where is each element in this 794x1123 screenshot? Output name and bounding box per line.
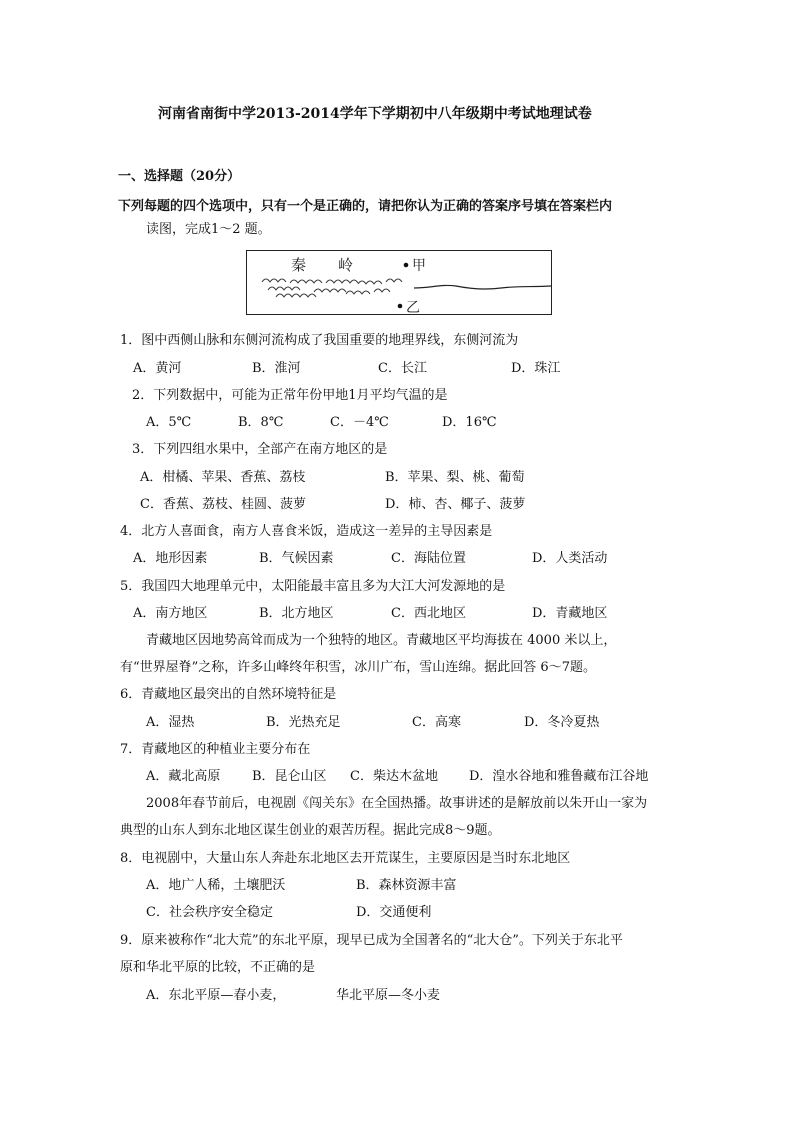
- q6-option-d: D．冬冷夏热: [524, 715, 600, 730]
- q4-option-b: B．气候因素: [259, 551, 334, 566]
- q6-option-a: A．湿热: [146, 715, 195, 730]
- q8-option-d: D．交通便利: [356, 905, 432, 920]
- intro-1-2: 读图，完成1～2 题。: [146, 222, 271, 237]
- q3-option-b: B．苹果、梨、桃、葡萄: [385, 470, 525, 485]
- section-heading: 一、选择题（20分）: [118, 169, 241, 184]
- instruction: 下列每题的四个选项中，只有一个是正确的，请把你认为正确的答案序号填在答案栏内: [118, 199, 613, 214]
- qinling-map-figure: [246, 250, 552, 315]
- river-line: [414, 285, 552, 289]
- mountains-icon: [262, 279, 402, 297]
- q3-option-c: C．香蕉、荔枝、桂圆、菠萝: [140, 497, 306, 512]
- point-yi-dot: [398, 304, 403, 309]
- q1-option-c: C．长江: [378, 361, 427, 376]
- q2-option-b: B．8℃: [238, 415, 284, 430]
- q5-option-c: C．西北地区: [391, 606, 466, 621]
- q7-option-d: D．湟水谷地和雅鲁藏布江谷地: [469, 769, 649, 784]
- map-label-yi: 乙: [406, 300, 420, 315]
- q5-option-a: A．南方地区: [133, 606, 208, 621]
- q8-option-c: C．社会秩序安全稳定: [146, 905, 273, 920]
- q2-option-a: A．5℃: [146, 415, 192, 430]
- q5-option-d: D．青藏地区: [532, 606, 608, 621]
- question-3-stem: 3．下列四组水果中，全部产在南方地区的是: [132, 442, 388, 457]
- q7-option-c: C．柴达木盆地: [350, 769, 438, 784]
- q4-option-a: A．地形因素: [133, 551, 208, 566]
- question-5-stem: 5．我国四大地理单元中，太阳能最丰富且多为大江大河发源地的是: [120, 579, 506, 594]
- map-label-qin: 秦: [291, 256, 307, 274]
- q1-option-d: D．珠江: [511, 361, 561, 376]
- map-label-ling: 岭: [338, 256, 354, 274]
- point-jia-dot: [404, 263, 409, 268]
- question-9-stem-line-1: 9．原来被称作“北大荒”的东北平原，现早已成为全国著名的“北大仓”。下列关于东北平: [120, 933, 623, 948]
- exam-title: 河南省南街中学2013-2014学年下学期初中八年级期中考试地理试卷: [158, 106, 592, 122]
- question-1-stem: 1．图中西侧山脉和东侧河流构成了我国重要的地理界线，东侧河流为: [120, 333, 519, 348]
- q9-option-a-part-1: A．东北平原—春小麦，: [146, 988, 286, 1003]
- question-4-stem: 4．北方人喜面食，南方人喜食米饭，造成这一差异的主导因素是: [120, 524, 493, 539]
- question-2-stem: 2．下列数据中，可能为正常年份甲地1月平均气温的是: [132, 388, 448, 403]
- q7-option-a: A．藏北高原: [146, 769, 221, 784]
- q3-option-a: A．柑橘、苹果、香蕉、荔枝: [140, 470, 306, 485]
- map-label-jia: 甲: [412, 258, 426, 274]
- q2-option-c: C．－4℃: [330, 415, 389, 430]
- question-7-stem: 7．青藏地区的种植业主要分布在: [120, 742, 311, 757]
- question-8-stem: 8．电视剧中，大量山东人奔赴东北地区去开荒谋生，主要原因是当时东北地区: [120, 851, 571, 866]
- q3-option-d: D．柿、杏、椰子、菠萝: [385, 497, 526, 512]
- passage-6-7-line-1: 青藏地区因地势高耸而成为一个独特的地区。青藏地区平均海拔在 4000 米以上，: [146, 633, 617, 648]
- q8-option-b: B．森林资源丰富: [356, 878, 457, 893]
- q9-option-a-part-2: 华北平原—冬小麦: [336, 988, 441, 1003]
- q8-option-a: A．地广人稀，土壤肥沃: [146, 878, 286, 893]
- q2-option-d: D．16℃: [442, 415, 497, 430]
- question-6-stem: 6．青藏地区最突出的自然环境特征是: [120, 687, 337, 702]
- q4-option-d: D．人类活动: [532, 551, 608, 566]
- q7-option-b: B．昆仑山区: [252, 769, 327, 784]
- q1-option-a: A．黄河: [133, 361, 182, 376]
- question-9-stem-line-2: 原和华北平原的比较，不正确的是: [120, 960, 316, 975]
- q4-option-c: C．海陆位置: [391, 551, 466, 566]
- passage-6-7-line-2: 有“世界屋脊”之称，许多山峰终年积雪，冰川广布，雪山连绵。据此回答 6～7题。: [120, 660, 596, 675]
- q6-option-c: C．高寒: [412, 715, 461, 730]
- q1-option-b: B．淮河: [252, 361, 301, 376]
- passage-8-9-line-2: 典型的山东人到东北地区谋生创业的艰苦历程。据此完成8～9题。: [120, 823, 501, 838]
- q5-option-b: B．北方地区: [259, 606, 334, 621]
- q6-option-b: B．光热充足: [266, 715, 341, 730]
- passage-8-9-line-1: 2008年春节前后，电视剧《闯关东》在全国热播。故事讲述的是解放前以朱开山一家为: [146, 796, 648, 811]
